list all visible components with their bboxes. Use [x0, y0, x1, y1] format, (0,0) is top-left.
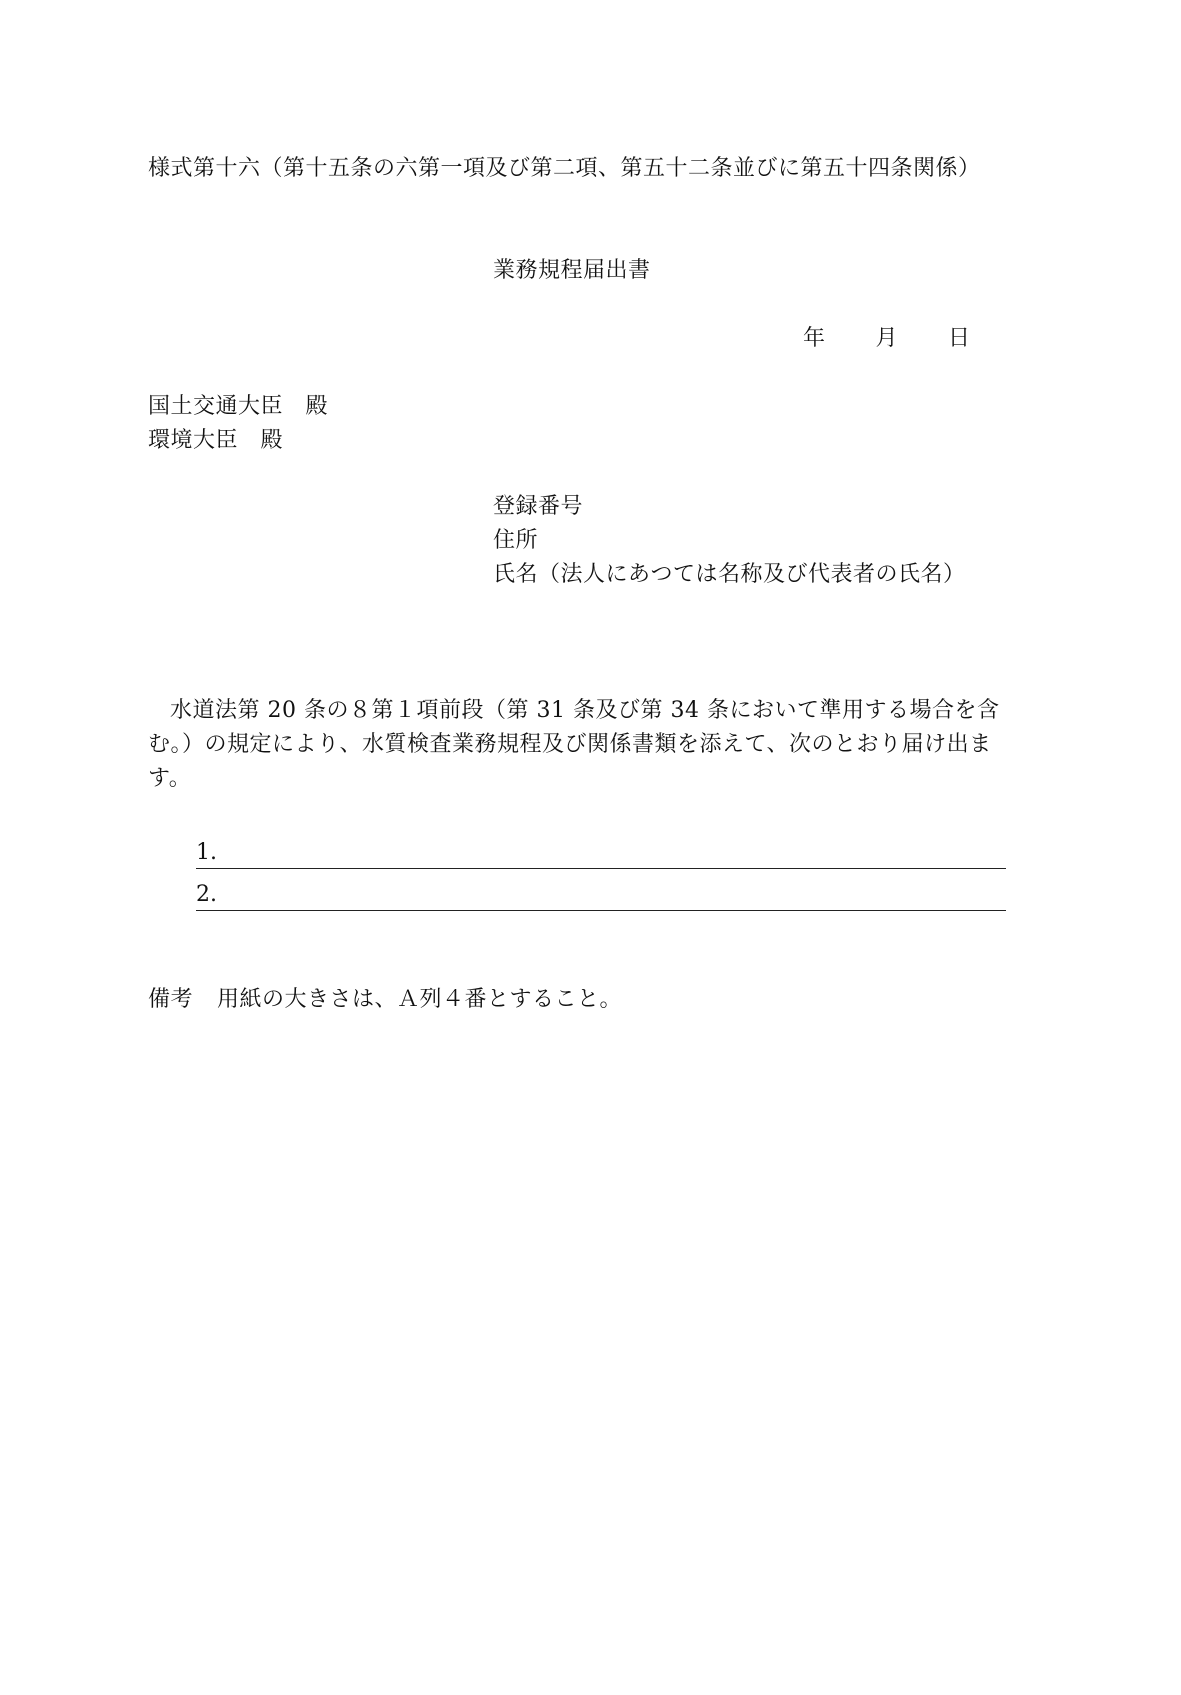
list-item-2 — [196, 880, 1006, 911]
address-label: 住所 — [493, 528, 539, 553]
date-day: 日 — [948, 326, 971, 351]
addressee-minister-mlit: 国土交通大臣 殿 — [148, 394, 329, 419]
list-item-number: 2. — [196, 882, 217, 907]
remarks-label: 備考 — [148, 987, 194, 1012]
remarks — [148, 983, 622, 1017]
body-paragraph: 水道法第 20 条の８第１項前段（第 31 条及び第 34 条において準用する場合を含む。）の規定により、水質検査業務規程及び関係書類を添えて、次のとおり届け出ます。 — [148, 698, 1000, 791]
date-line — [803, 322, 971, 356]
form-reference: 様式第十六（第十五条の六第一項及び第二項、第五十二条並びに第五十四条関係） — [148, 156, 981, 181]
list-item-number: 1. — [196, 840, 217, 865]
registration-number-label: 登録番号 — [493, 494, 584, 519]
remarks-text: 用紙の大きさは、Ａ列４番とすること。 — [217, 987, 623, 1012]
list-item-1 — [196, 838, 1006, 869]
addressee-minister-env: 環境大臣 殿 — [148, 428, 284, 453]
document-title: 業務規程届出書 — [493, 258, 651, 283]
date-month: 月 — [875, 326, 899, 351]
date-year: 年 — [803, 326, 826, 351]
name-label: 氏名（法人にあつては名称及び代表者の氏名） — [493, 562, 966, 587]
